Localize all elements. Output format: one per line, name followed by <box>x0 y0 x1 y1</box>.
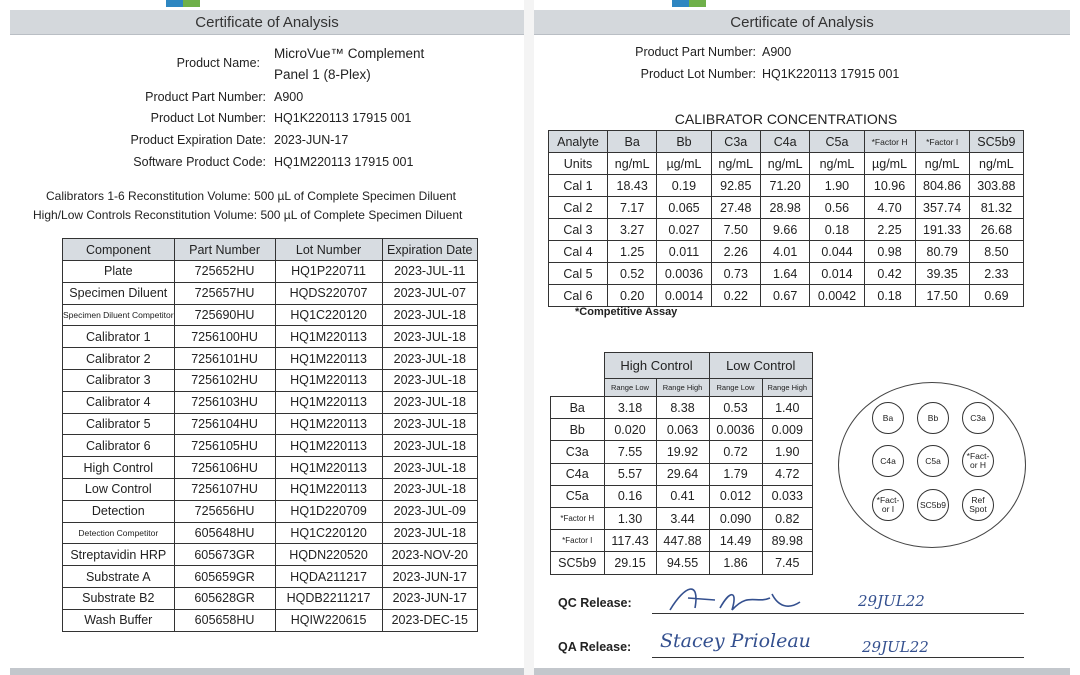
table-cell: 0.063 <box>656 419 709 441</box>
unit-cell: µg/mL <box>657 153 711 175</box>
table-row <box>551 552 813 574</box>
row-header-cell: *Factor I <box>551 530 605 552</box>
table-cell: HQ1M220113 <box>275 413 382 435</box>
table-cell: 2023-JUL-18 <box>382 391 477 413</box>
table-cell: 7.50 <box>711 219 760 241</box>
table-header-row <box>549 131 1024 153</box>
control-ranges-table <box>550 352 813 575</box>
product-part-number-value: A900 <box>762 45 792 59</box>
range-low-header: Range Low <box>709 379 762 397</box>
table-cell: 804.86 <box>915 175 969 197</box>
table-row <box>549 219 1024 241</box>
calibrator-reconstitution-note: Calibrators 1-6 Reconstitution Volume: 500 µL of Complete Specimen Diluent <box>46 189 457 203</box>
row-header-cell: C4a <box>551 463 605 485</box>
plate-well: Ba <box>872 402 904 434</box>
column-header: Ba <box>607 131 656 153</box>
component-name-cell: Wash Buffer <box>63 609 175 631</box>
table-row <box>549 241 1024 263</box>
table-cell: 0.20 <box>607 285 656 307</box>
row-header-cell: Units <box>549 153 608 175</box>
table-cell: 725652HU <box>174 261 275 283</box>
table-cell: 1.86 <box>709 552 762 574</box>
table-cell: HQ1M220113 <box>275 348 382 370</box>
table-cell: 2.25 <box>864 219 915 241</box>
control-reconstitution-note: High/Low Controls Reconstitution Volume: 500 µL of Complete Specimen Diluent <box>33 208 463 222</box>
table-cell: 0.22 <box>711 285 760 307</box>
table-header-row <box>63 239 478 261</box>
table-row <box>549 175 1024 197</box>
company-logo <box>672 0 706 7</box>
control-table-body <box>551 397 813 575</box>
table-row <box>63 457 478 479</box>
table-cell: 2023-JUL-09 <box>382 500 477 522</box>
column-header: Lot Number <box>275 239 382 261</box>
column-header: Bb <box>657 131 711 153</box>
component-name-cell: Calibrator 3 <box>63 369 175 391</box>
table-row <box>63 326 478 348</box>
table-cell: 0.0014 <box>657 285 711 307</box>
page-gap <box>524 0 534 675</box>
table-row <box>63 609 478 631</box>
table-cell: 0.012 <box>709 485 762 507</box>
certificate-page-left <box>0 0 524 675</box>
range-high-header: Range High <box>656 379 709 397</box>
column-header: *Factor H <box>864 131 915 153</box>
table-cell: 4.70 <box>864 197 915 219</box>
component-name-cell: Streptavidin HRP <box>63 544 175 566</box>
corner-cell <box>551 379 605 397</box>
table-cell: 26.68 <box>969 219 1023 241</box>
table-cell: 2023-JUL-07 <box>382 282 477 304</box>
table-cell: 303.88 <box>969 175 1023 197</box>
table-cell: 7256106HU <box>174 457 275 479</box>
table-cell: 0.020 <box>604 419 656 441</box>
high-control-header: High Control <box>604 353 709 379</box>
unit-cell: ng/mL <box>915 153 969 175</box>
component-name-cell: Specimen Diluent Competitor <box>63 304 175 326</box>
table-row <box>551 507 813 529</box>
table-cell: 2023-JUL-18 <box>382 348 477 370</box>
table-cell: HQDS220707 <box>275 282 382 304</box>
table-cell: 2023-DEC-15 <box>382 609 477 631</box>
qa-release-label: QA Release: <box>558 640 632 654</box>
corner-cell <box>551 353 605 379</box>
competitive-assay-footnote: *Competitive Assay <box>575 306 678 318</box>
range-low-header: Range Low <box>604 379 656 397</box>
plate-well: *Fact- or I <box>872 489 904 521</box>
qa-release-date: 29JUL22 <box>862 638 929 656</box>
table-cell: 18.43 <box>607 175 656 197</box>
certificate-title: Certificate of Analysis <box>534 10 1070 35</box>
components-table <box>62 238 478 632</box>
plate-well: Bb <box>917 402 949 434</box>
table-cell: 3.18 <box>604 397 656 419</box>
column-header: *Factor I <box>915 131 969 153</box>
column-header: Part Number <box>174 239 275 261</box>
table-cell: 0.56 <box>810 197 864 219</box>
table-cell: 447.88 <box>656 530 709 552</box>
table-cell: 605659GR <box>174 566 275 588</box>
table-row <box>551 530 813 552</box>
table-row <box>63 391 478 413</box>
component-name-cell: Calibrator 1 <box>63 326 175 348</box>
table-cell: 605673GR <box>174 544 275 566</box>
table-cell: 7256103HU <box>174 391 275 413</box>
table-row <box>551 419 813 441</box>
row-header-cell: SC5b9 <box>551 552 605 574</box>
table-cell: 7256100HU <box>174 326 275 348</box>
table-cell: 4.72 <box>762 463 813 485</box>
components-table-body <box>63 261 478 632</box>
table-cell: 2023-JUL-18 <box>382 435 477 457</box>
table-cell: 7256102HU <box>174 369 275 391</box>
product-name-value-line2: Panel 1 (8-Plex) <box>274 67 371 82</box>
column-header: C3a <box>711 131 760 153</box>
control-group-header-row <box>551 353 813 379</box>
table-cell: 2023-JUL-18 <box>382 457 477 479</box>
table-cell: 7.45 <box>762 552 813 574</box>
range-high-header: Range High <box>762 379 813 397</box>
row-header-cell: Cal 4 <box>549 241 608 263</box>
calibrator-concentrations-title: CALIBRATOR CONCENTRATIONS <box>674 111 898 127</box>
footer-bar <box>10 668 524 675</box>
product-lot-number-value: HQ1K220113 17915 001 <box>274 111 412 125</box>
qc-signature <box>660 580 810 616</box>
plate-well: SC5b9 <box>917 489 949 521</box>
table-row <box>63 348 478 370</box>
row-header-cell: Cal 1 <box>549 175 608 197</box>
table-cell: 7.55 <box>604 441 656 463</box>
table-row <box>63 587 478 609</box>
table-cell: 81.32 <box>969 197 1023 219</box>
product-part-number-label: Product Part Number: <box>635 45 756 59</box>
table-cell: 117.43 <box>604 530 656 552</box>
table-cell: 1.90 <box>810 175 864 197</box>
column-header: Component <box>63 239 175 261</box>
unit-cell: ng/mL <box>969 153 1023 175</box>
table-cell: HQDA211217 <box>275 566 382 588</box>
table-cell: 605658HU <box>174 609 275 631</box>
table-cell: 0.014 <box>810 263 864 285</box>
table-cell: 10.96 <box>864 175 915 197</box>
table-cell: 7.17 <box>607 197 656 219</box>
table-cell: 2023-JUN-17 <box>382 566 477 588</box>
table-cell: 2023-JUL-18 <box>382 522 477 544</box>
table-cell: HQ1M220113 <box>275 369 382 391</box>
component-name-cell: Substrate A <box>63 566 175 588</box>
table-cell: HQ1P220711 <box>275 261 382 283</box>
plate-well: *Fact- or H <box>962 445 994 477</box>
table-cell: 14.49 <box>709 530 762 552</box>
plate-well: C3a <box>962 402 994 434</box>
column-header: SC5b9 <box>969 131 1023 153</box>
table-cell: 5.57 <box>604 463 656 485</box>
table-cell: 725656HU <box>174 500 275 522</box>
table-cell: 2023-NOV-20 <box>382 544 477 566</box>
component-name-cell: Plate <box>63 261 175 283</box>
table-cell: 0.41 <box>656 485 709 507</box>
component-name-cell: Detection Competitor <box>63 522 175 544</box>
table-cell: 0.033 <box>762 485 813 507</box>
table-row <box>551 397 813 419</box>
table-cell: 0.011 <box>657 241 711 263</box>
table-cell: 1.40 <box>762 397 813 419</box>
qa-signature: Stacey Prioleau <box>660 630 811 652</box>
table-cell: 9.66 <box>760 219 809 241</box>
product-name-label: Product Name: <box>176 56 260 70</box>
table-row <box>63 478 478 500</box>
unit-cell: ng/mL <box>711 153 760 175</box>
row-header-cell: Cal 6 <box>549 285 608 307</box>
table-cell: 0.82 <box>762 507 813 529</box>
component-name-cell: High Control <box>63 457 175 479</box>
table-row <box>63 261 478 283</box>
table-cell: 29.15 <box>604 552 656 574</box>
table-cell: 0.009 <box>762 419 813 441</box>
table-cell: 0.065 <box>657 197 711 219</box>
unit-cell: ng/mL <box>810 153 864 175</box>
table-cell: 0.0042 <box>810 285 864 307</box>
row-header-cell: Cal 3 <box>549 219 608 241</box>
qc-release-date: 29JUL22 <box>858 592 925 610</box>
table-cell: 0.98 <box>864 241 915 263</box>
table-cell: 39.35 <box>915 263 969 285</box>
component-name-cell: Calibrator 5 <box>63 413 175 435</box>
software-code-label: Software Product Code: <box>133 155 266 169</box>
table-cell: HQ1M220113 <box>275 457 382 479</box>
table-cell: 0.73 <box>711 263 760 285</box>
table-cell: 2023-JUL-18 <box>382 304 477 326</box>
table-cell: 2023-JUL-18 <box>382 478 477 500</box>
product-expiration-value: 2023-JUN-17 <box>274 133 349 147</box>
range-header-row <box>551 379 813 397</box>
table-cell: 0.69 <box>969 285 1023 307</box>
column-header: C4a <box>760 131 809 153</box>
component-name-cell: Calibrator 4 <box>63 391 175 413</box>
table-cell: HQDB2211217 <box>275 587 382 609</box>
table-cell: 0.0036 <box>709 419 762 441</box>
table-row <box>63 413 478 435</box>
table-cell: 17.50 <box>915 285 969 307</box>
table-cell: 605628GR <box>174 587 275 609</box>
table-cell: 0.090 <box>709 507 762 529</box>
table-row <box>549 285 1024 307</box>
row-header-cell: *Factor H <box>551 507 605 529</box>
table-cell: 27.48 <box>711 197 760 219</box>
table-cell: 80.79 <box>915 241 969 263</box>
product-name-value: MicroVue™ Complement <box>274 46 425 61</box>
component-name-cell: Specimen Diluent <box>63 282 175 304</box>
table-cell: 7256104HU <box>174 413 275 435</box>
table-cell: 2023-JUL-18 <box>382 413 477 435</box>
table-cell: HQ1C220120 <box>275 522 382 544</box>
row-header-cell: Bb <box>551 419 605 441</box>
component-name-cell: Low Control <box>63 478 175 500</box>
column-header: Analyte <box>549 131 608 153</box>
table-cell: 2.33 <box>969 263 1023 285</box>
table-row <box>551 441 813 463</box>
plate-well-map <box>838 382 1026 548</box>
low-control-header: Low Control <box>709 353 813 379</box>
table-cell: 0.42 <box>864 263 915 285</box>
row-header-cell: C5a <box>551 485 605 507</box>
table-cell: 0.67 <box>760 285 809 307</box>
table-cell: 2023-JUL-11 <box>382 261 477 283</box>
table-cell: 0.72 <box>709 441 762 463</box>
unit-cell: ng/mL <box>607 153 656 175</box>
table-row <box>551 485 813 507</box>
table-cell: 0.044 <box>810 241 864 263</box>
table-cell: 7256101HU <box>174 348 275 370</box>
table-cell: 0.18 <box>864 285 915 307</box>
table-cell: 1.79 <box>709 463 762 485</box>
table-cell: 0.53 <box>709 397 762 419</box>
product-lot-number-label: Product Lot Number: <box>640 67 756 81</box>
table-cell: 19.92 <box>656 441 709 463</box>
table-row <box>63 304 478 326</box>
table-cell: 7256107HU <box>174 478 275 500</box>
product-lot-number-value: HQ1K220113 17915 001 <box>762 67 900 81</box>
product-expiration-label: Product Expiration Date: <box>130 133 266 147</box>
table-cell: HQ1M220113 <box>275 435 382 457</box>
table-cell: 357.74 <box>915 197 969 219</box>
table-cell: HQ1M220113 <box>275 326 382 348</box>
table-cell: HQ1D220709 <box>275 500 382 522</box>
table-row <box>63 500 478 522</box>
unit-cell: ng/mL <box>760 153 809 175</box>
table-row <box>63 435 478 457</box>
table-cell: 2023-JUN-17 <box>382 587 477 609</box>
table-cell: 0.18 <box>810 219 864 241</box>
component-name-cell: Calibrator 6 <box>63 435 175 457</box>
table-cell: 1.30 <box>604 507 656 529</box>
table-cell: HQDN220520 <box>275 544 382 566</box>
table-cell: 1.25 <box>607 241 656 263</box>
product-lot-number-label: Product Lot Number: <box>150 111 266 125</box>
table-row <box>63 369 478 391</box>
qc-release-label: QC Release: <box>558 596 632 610</box>
product-part-number-label: Product Part Number: <box>145 90 266 104</box>
table-cell: HQ1M220113 <box>275 478 382 500</box>
table-cell: 2.26 <box>711 241 760 263</box>
table-row <box>63 522 478 544</box>
table-row <box>63 544 478 566</box>
table-row <box>549 263 1024 285</box>
table-cell: 92.85 <box>711 175 760 197</box>
footer-bar <box>534 668 1070 675</box>
table-row <box>63 282 478 304</box>
product-part-number-value: A900 <box>274 90 304 104</box>
row-header-cell: C3a <box>551 441 605 463</box>
table-cell: 2023-JUL-18 <box>382 326 477 348</box>
component-name-cell: Substrate B2 <box>63 587 175 609</box>
table-cell: 29.64 <box>656 463 709 485</box>
table-cell: 71.20 <box>760 175 809 197</box>
component-name-cell: Calibrator 2 <box>63 348 175 370</box>
table-cell: 8.38 <box>656 397 709 419</box>
table-cell: 1.90 <box>762 441 813 463</box>
table-cell: 1.64 <box>760 263 809 285</box>
column-header: Expiration Date <box>382 239 477 261</box>
table-cell: 0.19 <box>657 175 711 197</box>
table-cell: HQIW220615 <box>275 609 382 631</box>
plate-well: C5a <box>917 445 949 477</box>
table-cell: HQ1M220113 <box>275 391 382 413</box>
table-cell: 605648HU <box>174 522 275 544</box>
table-cell: 89.98 <box>762 530 813 552</box>
table-cell: 0.0036 <box>657 263 711 285</box>
calibrator-concentrations-table <box>548 130 1024 307</box>
table-cell: 0.16 <box>604 485 656 507</box>
table-cell: 3.27 <box>607 219 656 241</box>
row-header-cell: Cal 5 <box>549 263 608 285</box>
table-row <box>549 197 1024 219</box>
table-cell: 8.50 <box>969 241 1023 263</box>
units-row <box>549 153 1024 175</box>
unit-cell: µg/mL <box>864 153 915 175</box>
table-cell: 725690HU <box>174 304 275 326</box>
table-cell: 2023-JUL-18 <box>382 369 477 391</box>
plate-well: C4a <box>872 445 904 477</box>
table-row <box>551 463 813 485</box>
row-header-cell: Cal 2 <box>549 197 608 219</box>
table-row <box>63 566 478 588</box>
software-code-value: HQ1M220113 17915 001 <box>274 155 414 169</box>
table-cell: 94.55 <box>656 552 709 574</box>
table-cell: 28.98 <box>760 197 809 219</box>
row-header-cell: Ba <box>551 397 605 419</box>
table-cell: 191.33 <box>915 219 969 241</box>
table-cell: 0.027 <box>657 219 711 241</box>
column-header: C5a <box>810 131 864 153</box>
certificate-title: Certificate of Analysis <box>10 10 524 35</box>
plate-well: Ref Spot <box>962 489 994 521</box>
table-cell: 4.01 <box>760 241 809 263</box>
table-cell: 7256105HU <box>174 435 275 457</box>
table-cell: 3.44 <box>656 507 709 529</box>
table-cell: 725657HU <box>174 282 275 304</box>
qa-signature-line <box>652 657 1024 658</box>
component-name-cell: Detection <box>63 500 175 522</box>
table-cell: 0.52 <box>607 263 656 285</box>
company-logo <box>166 0 200 7</box>
calibrator-table-body <box>549 175 1024 307</box>
table-cell: HQ1C220120 <box>275 304 382 326</box>
